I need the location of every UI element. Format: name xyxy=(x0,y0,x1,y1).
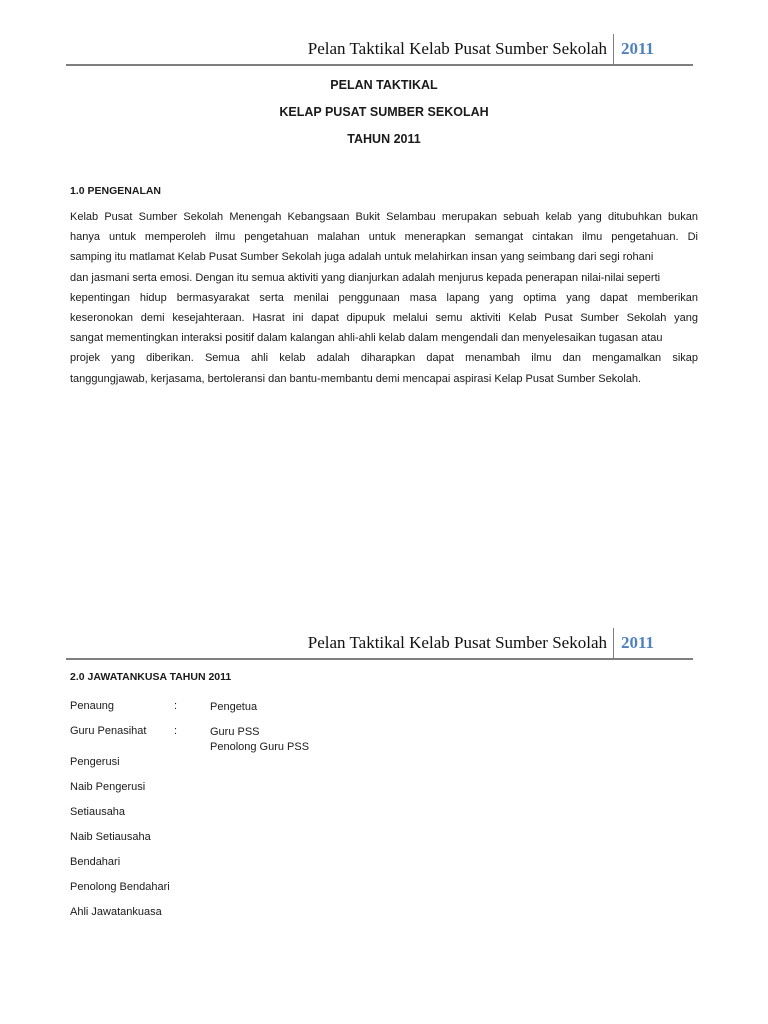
header-year: 2011 xyxy=(621,633,655,652)
committee-role: Bendahari xyxy=(70,856,121,868)
committee-holder: Penolong Guru PSS xyxy=(210,741,310,753)
title-line-3: TAHUN 2011 xyxy=(347,132,421,146)
title-line-1: PELAN TAKTIKAL xyxy=(330,78,438,92)
committee-role: Penaung xyxy=(70,700,115,712)
title-line-2: KELAP PUSAT SUMBER SEKOLAH xyxy=(279,105,489,119)
paragraph-line: sangat mementingkan interaksi positif dalam kalangan ahli-ahli kelab dalam mengendali dan menyelesaikan tugasan atau xyxy=(70,332,663,345)
committee-role: Pengerusi xyxy=(70,756,120,768)
committee-role: Penolong Bendahari xyxy=(70,881,170,893)
committee-role: Ahli Jawatankuasa xyxy=(70,906,162,918)
committee-holder: Pengetua xyxy=(210,701,258,713)
header-title: Pelan Taktikal Kelab Pusat Sumber Sekolah xyxy=(307,633,607,652)
committee-colon: : xyxy=(174,700,178,712)
committee-role: Setiausaha xyxy=(70,806,126,818)
running-header xyxy=(66,628,693,660)
header-year: 2011 xyxy=(621,39,655,58)
paragraph-line: hanya untuk memperoleh ilmu pengetahuan malahan untuk menerapkan semangat cintakan ilmu pengetahuan. Di xyxy=(70,231,698,244)
header-divider xyxy=(613,628,614,658)
header-divider xyxy=(613,34,614,64)
paragraph-line: keseronokan demi kesejahteraan. Hasrat ini dapat dipupuk melalui semu aktiviti Kelab Pusat Sumber Sekolah yang xyxy=(70,312,698,325)
section-heading-jawatankuasa: 2.0 JAWATANKUSA TAHUN 2011 xyxy=(70,671,232,683)
paragraph-line: dan jasmani serta emosi. Dengan itu semua aktiviti yang dianjurkan adalah menjurus kepada penerapan nilai-nilai seperti xyxy=(70,271,661,284)
committee-holder: Guru PSS xyxy=(210,726,260,738)
paragraph-line: samping itu matlamat Kelab Pusat Sumber Sekolah juga adalah untuk melahirkan insan yang seimbang dari segi rohani xyxy=(70,251,654,264)
section-heading-pengenalan: 1.0 PENGENALAN xyxy=(70,185,162,197)
paragraph-line: tanggungjawab, kerjasama, bertoleransi dan bantu-membantu demi mencapai aspirasi Kelap Pusat Sumber Sekolah. xyxy=(70,372,642,385)
committee-role: Guru Penasihat xyxy=(70,725,147,737)
running-header xyxy=(66,34,693,66)
committee-role: Naib Setiausaha xyxy=(70,831,151,843)
paragraph-line: Kelab Pusat Sumber Sekolah Menengah Kebangsaan Bukit Selambau merupakan sebuah kelab yang ditubuhkan bukan xyxy=(70,211,698,223)
committee-role: Naib Pengerusi xyxy=(70,781,146,793)
header-title: Pelan Taktikal Kelab Pusat Sumber Sekolah xyxy=(307,39,607,58)
paragraph-line: projek yang diberikan. Semua ahli kelab adalah diharapkan dapat menambah ilmu dan mengamalkan sikap xyxy=(70,352,698,365)
intro-paragraph xyxy=(70,207,698,389)
paragraph-line: kepentingan hidup bermasyarakat serta menilai penggunaan masa lapang yang optima yang dapat memberikan xyxy=(70,291,698,304)
committee-colon: : xyxy=(174,725,178,737)
